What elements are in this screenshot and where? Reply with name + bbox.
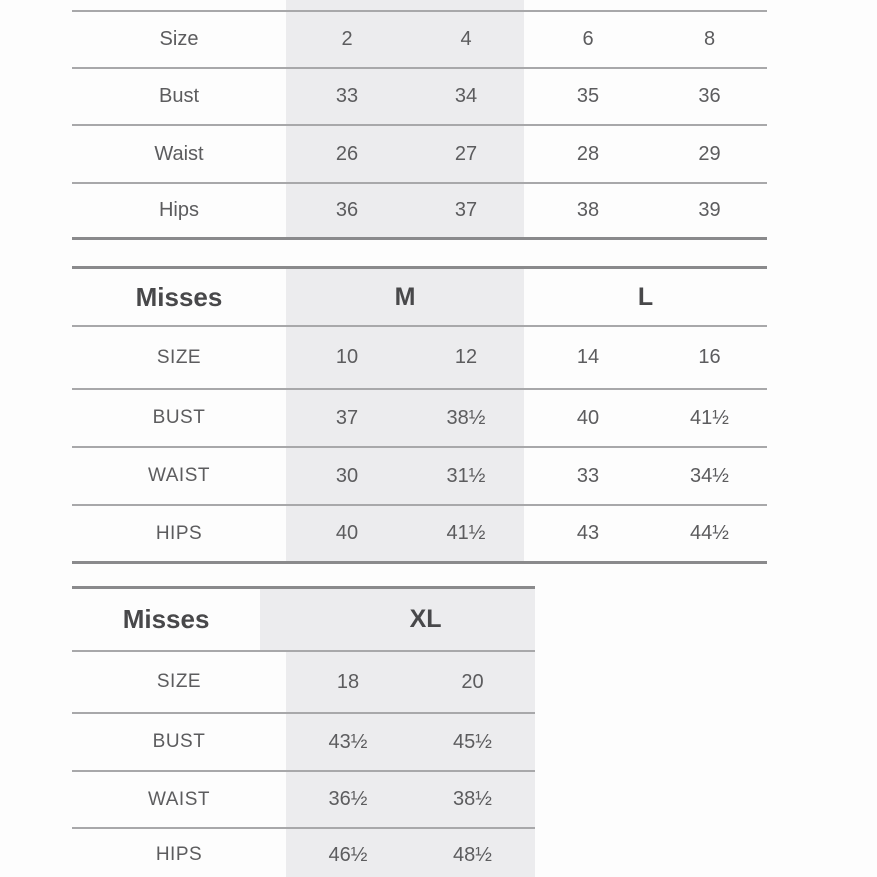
table-title: Misses [122,604,210,634]
value-cell: 16 [698,346,721,368]
header-row [72,589,535,650]
row-label: HIPS [155,844,203,865]
value-cell: 39 [698,199,721,221]
table-row [72,652,535,712]
value-cell: 40 [286,506,408,561]
table-row [72,772,535,827]
value-cell: 12 [408,327,524,388]
value-cell: 18 [286,652,410,712]
value-cell: 36½ [286,772,410,827]
cutoff-row [72,0,767,10]
value-cell: 37 [286,390,408,446]
row-label: Waist [154,142,204,165]
value-cell: 26 [286,126,408,182]
value-cell: 34 [408,69,524,124]
table-title: Misses [135,281,223,312]
row-label: Size [159,28,199,50]
table-row [72,327,767,388]
table-row [72,184,767,237]
table-row [72,448,767,504]
value-cell: 30 [286,448,408,504]
table-row [72,126,767,182]
size-group-xl: XL [260,589,535,650]
value-cell: 45½ [410,714,535,770]
value-cell: 41½ [690,406,729,429]
value-cell: 40 [576,406,600,429]
size-group-m: M [286,269,524,325]
header-row [72,269,767,325]
size-table-2-8 [72,0,767,240]
value-cell: 10 [286,327,408,388]
row-label: SIZE [156,671,202,692]
section-divider [72,237,767,240]
value-cell: 4 [408,12,524,67]
row-label: Hips [158,199,199,221]
misses-xl-table [72,586,535,877]
value-cell: 27 [408,126,524,182]
value-cell: 41½ [408,506,524,561]
value-cell: 35 [576,85,600,107]
value-cell: 14 [576,346,600,368]
value-cell: 43 [576,522,600,544]
row-label: WAIST [148,788,210,810]
section-divider [72,561,767,564]
value-cell: 20 [410,652,535,712]
row-label: BUST [152,407,206,428]
row-label: WAIST [148,465,210,486]
row-label: BUST [152,731,206,752]
table-row [72,506,767,561]
row-label: HIPS [155,522,203,544]
value-cell: 38½ [410,772,535,827]
value-cell: 29 [698,142,721,165]
table-row [72,69,767,124]
table-row [72,12,767,67]
table-row [72,829,535,877]
value-cell: 44½ [690,522,729,544]
value-cell: 33 [286,69,408,124]
table-row [72,714,535,770]
value-cell: 33 [576,464,600,487]
value-cell: 8 [703,28,716,50]
value-cell: 36 [286,184,408,237]
value-cell: 34½ [690,464,729,487]
value-cell: 37 [408,184,524,237]
value-cell: 46½ [286,829,410,877]
table-row [72,390,767,446]
value-cell: 28 [576,142,600,165]
value-cell: 2 [286,12,408,67]
value-cell: 43½ [286,714,410,770]
row-label: SIZE [156,346,202,368]
row-label: Bust [158,85,200,107]
misses-m-l-table [72,266,767,564]
size-group-l: L [637,282,654,311]
value-cell: 38½ [408,390,524,446]
value-cell: 38 [576,199,600,221]
value-cell: 36 [698,85,721,107]
value-cell: 6 [582,28,594,50]
value-cell: 48½ [410,829,535,877]
value-cell: 31½ [408,448,524,504]
